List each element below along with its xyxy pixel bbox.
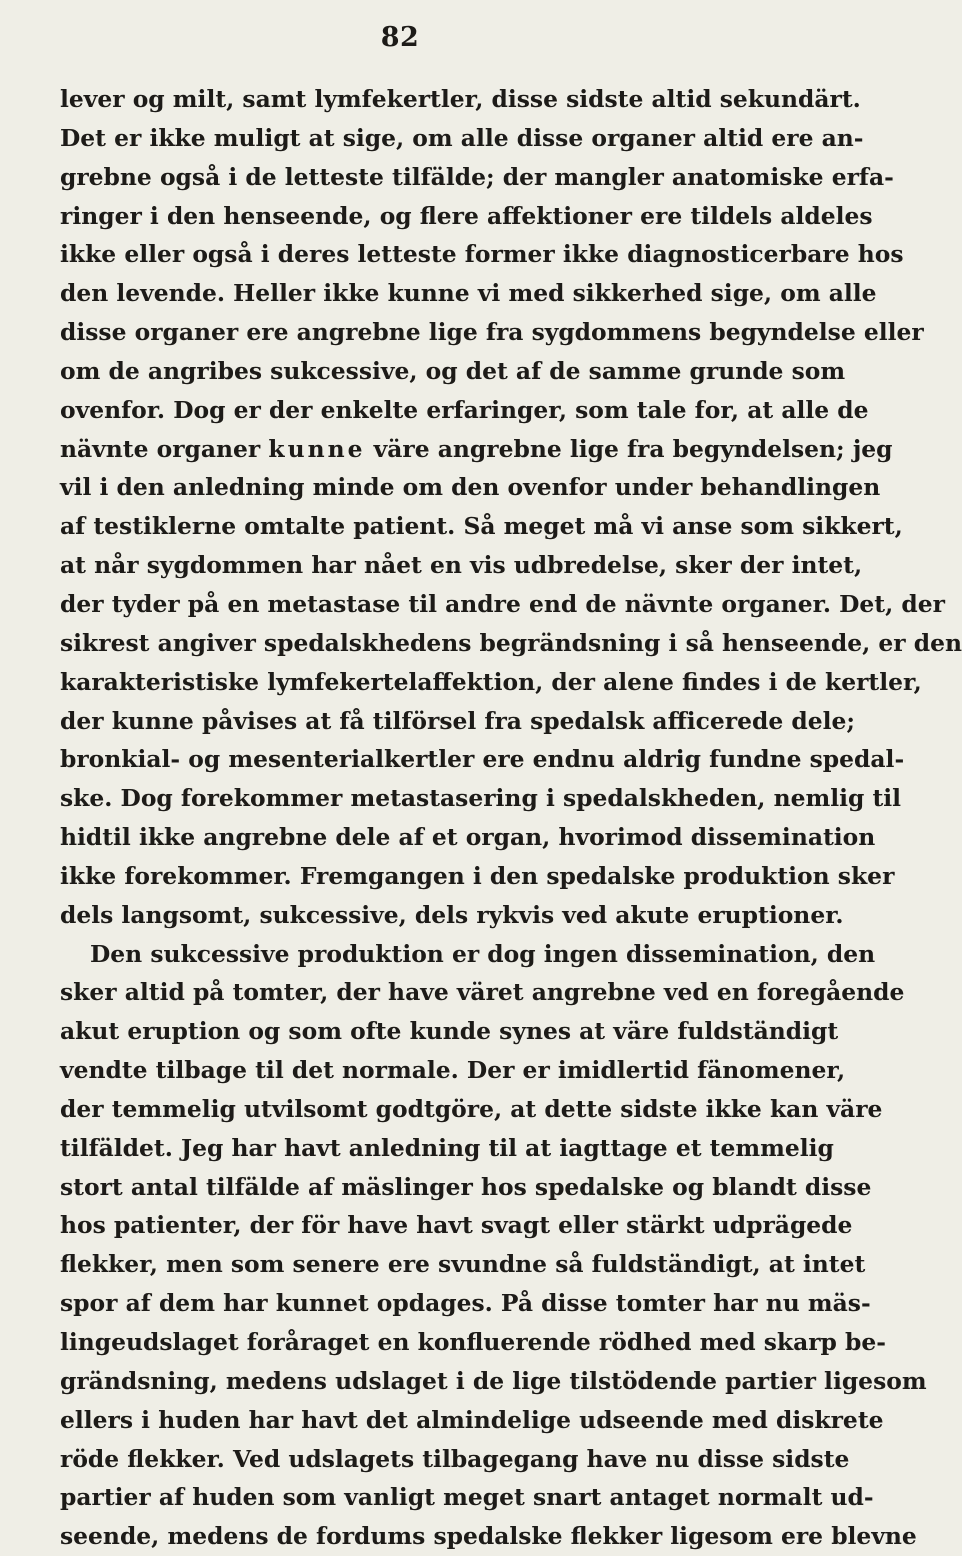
text-line: karakteristiske lymfekertelaffektion, der alene findes i de kertler, bbox=[60, 667, 922, 696]
page-number: 82 bbox=[380, 22, 420, 53]
text-line: ikke eller også i deres letteste former ikke diagnosticerbare hos bbox=[60, 240, 904, 269]
text-line: vendte tilbage til det normale. Der er imidlertid fänomener, bbox=[60, 1056, 846, 1085]
text-line: spor af dem har kunnet opdages. På disse tomter har nu mäs- bbox=[60, 1289, 871, 1318]
text-line: den levende. Heller ikke kunne vi med sikkerhed sige, om alle bbox=[60, 279, 877, 308]
text-line: stort antal tilfälde af mäslinger hos spedalske og blandt disse bbox=[60, 1172, 872, 1201]
text-line: tilfäldet. Jeg har havt anledning til at iagttage et temmelig bbox=[60, 1133, 834, 1162]
text-line: ske. Dog forekommer metastasering i spedalskheden, nemlig til bbox=[60, 784, 902, 813]
text-line: hos patienter, der för have havt svagt eller stärkt udprägede bbox=[60, 1211, 853, 1240]
text-line: at når sygdommen har nået en vis udbredelse, sker der intet, bbox=[60, 551, 863, 580]
text-line: grändsning, medens udslaget i de lige tilstödende partier ligesom bbox=[60, 1366, 927, 1395]
text-line: akut eruption og som ofte kunde synes at väre fuldständigt bbox=[60, 1017, 839, 1046]
text-line: Det er ikke muligt at sige, om alle disse organer altid ere an- bbox=[60, 123, 864, 152]
text-line: seende, medens de fordums spedalske flekker ligesom ere blevne bbox=[60, 1522, 917, 1551]
text-line: röde flekker. Ved udslagets tilbagegang have nu disse sidste bbox=[60, 1444, 850, 1473]
text-line: om de angribes sukcessive, og det af de samme grunde som bbox=[60, 356, 846, 385]
text-line: partier af huden som vanligt meget snart antaget normalt ud- bbox=[60, 1483, 874, 1512]
text-line: ringer i den henseende, og flere affektioner ere tildels aldeles bbox=[60, 201, 873, 230]
text-line: af testiklerne omtalte patient. Så meget må vi anse som sikkert, bbox=[60, 512, 903, 541]
text-line: flekker, men som senere ere svundne så fuldständigt, at intet bbox=[60, 1250, 866, 1279]
text-line: ovenfor. Dog er der enkelte erfaringer, som tale for, at alle de bbox=[60, 395, 869, 424]
text-line: ellers i huden har havt det almindelige udseende med diskrete bbox=[60, 1405, 884, 1434]
text-line: dels langsomt, sukcessive, dels rykvis ved akute eruptioner. bbox=[60, 900, 844, 929]
body-text bbox=[60, 80, 962, 1556]
text-line: der tyder på en metastase til andre end de nävnte organer. Det, der bbox=[60, 589, 945, 618]
text-line bbox=[60, 430, 893, 469]
text-line: der temmelig utvilsomt godtgöre, at dette sidste ikke kan väre bbox=[60, 1094, 883, 1123]
text-line: vil i den anledning minde om den ovenfor under behandlingen bbox=[60, 473, 881, 502]
text-line: ikke forekommer. Fremgangen i den spedalske produktion sker bbox=[60, 861, 895, 890]
text-line: lingeudslaget foråraget en konfluerende rödhed med skarp be- bbox=[60, 1328, 887, 1356]
text-line: grebne også i de letteste tilfälde; der mangler anatomiske erfa- bbox=[60, 162, 894, 191]
text-line: lever og milt, samt lymfekertler, disse sidste altid sekundärt. bbox=[60, 85, 861, 113]
emphasized-word: kunne bbox=[268, 434, 366, 463]
text-line: Den sukcessive produktion er dog ingen dissemination, den bbox=[90, 939, 876, 968]
text-line: der kunne påvises at få tilförsel fra spedalsk afficerede dele; bbox=[60, 706, 856, 735]
text-segment: väre angrebne lige fra begyndelsen; jeg bbox=[365, 434, 893, 463]
text-line: hidtil ikke angrebne dele af et organ, hvorimod dissemination bbox=[60, 823, 876, 852]
text-segment: nävnte organer bbox=[60, 434, 269, 463]
text-line: sikrest angiver spedalskhedens begrändsning i så henseende, er den bbox=[60, 628, 962, 657]
text-line: bronkial- og mesenterialkertler ere endnu aldrig fundne spedal- bbox=[60, 745, 905, 774]
text-line: disse organer ere angrebne lige fra sygdommens begyndelse eller bbox=[60, 318, 924, 347]
text-line: sker altid på tomter, der have väret angrebne ved en foregående bbox=[60, 978, 905, 1007]
